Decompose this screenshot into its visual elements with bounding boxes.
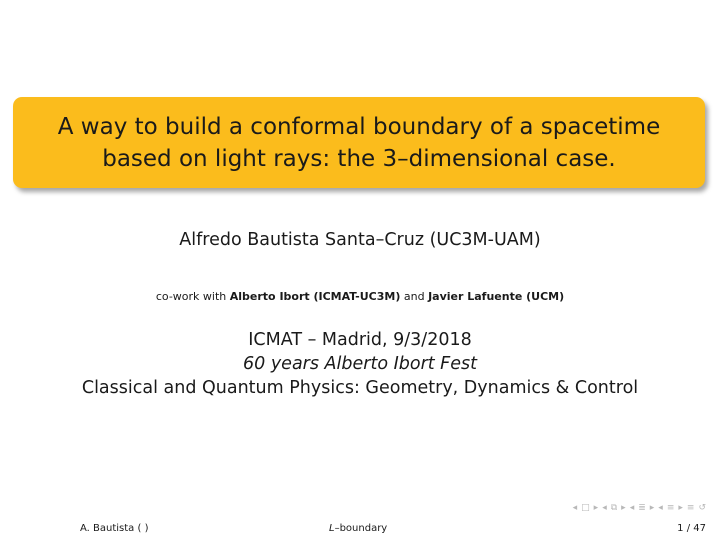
nav-prev-frame-icon[interactable]: ◂ (572, 503, 578, 513)
nav-align-icon[interactable]: ≡ (686, 503, 695, 513)
footer-title-rest: –boundary (334, 523, 388, 534)
footer-title-italic: L (329, 523, 335, 534)
beamer-navigation-bar (573, 503, 706, 513)
title-line-1: A way to build a conformal boundary of a spacetime (57, 113, 661, 140)
footer-title (329, 523, 387, 534)
title-line-2: based on light rays: the 3–dimensional case. (102, 145, 616, 172)
venue-block (0, 328, 720, 400)
nav-frame-icon[interactable]: □ (581, 503, 590, 513)
venue-event: 60 years Alberto Ibort Fest (243, 354, 477, 374)
nav-prev-part-icon[interactable]: ◂ (658, 503, 663, 513)
venue-location-date: ICMAT – Madrid, 9/3/2018 (248, 330, 472, 350)
nav-prev-subsection-icon[interactable]: ◂ (602, 503, 607, 513)
nav-section-icon[interactable]: ≣ (638, 503, 646, 513)
cowork-and: and (403, 290, 425, 303)
cowork-line (0, 290, 720, 303)
nav-undo-icon[interactable]: ↺ (698, 503, 706, 513)
nav-next-subsection-icon[interactable]: ▸ (621, 503, 626, 513)
nav-next-section-icon[interactable]: ▸ (649, 503, 655, 513)
nav-part-icon[interactable]: ≡ (666, 503, 675, 513)
nav-subsection-icon[interactable]: ⧉ (610, 503, 618, 513)
footer-page-number: 1 / 47 (677, 523, 706, 534)
venue-conference: Classical and Quantum Physics: Geometry, Dynamics & Control (81, 378, 639, 398)
coauthor-1: Alberto Ibort (ICMAT-UC3M) (229, 290, 401, 303)
coauthor-2: Javier Lafuente (UCM) (428, 290, 565, 303)
cowork-prefix: co-work with (155, 290, 227, 303)
title-box (13, 97, 705, 188)
footer-author: A. Bautista ( ) (80, 523, 149, 534)
footer (0, 520, 720, 541)
nav-next-part-icon[interactable]: ▸ (678, 503, 683, 513)
nav-prev-section-icon[interactable]: ◂ (629, 503, 635, 513)
nav-next-frame-icon[interactable]: ▸ (593, 503, 599, 513)
author: Alfredo Bautista Santa–Cruz (UC3M-UAM) (179, 230, 541, 250)
